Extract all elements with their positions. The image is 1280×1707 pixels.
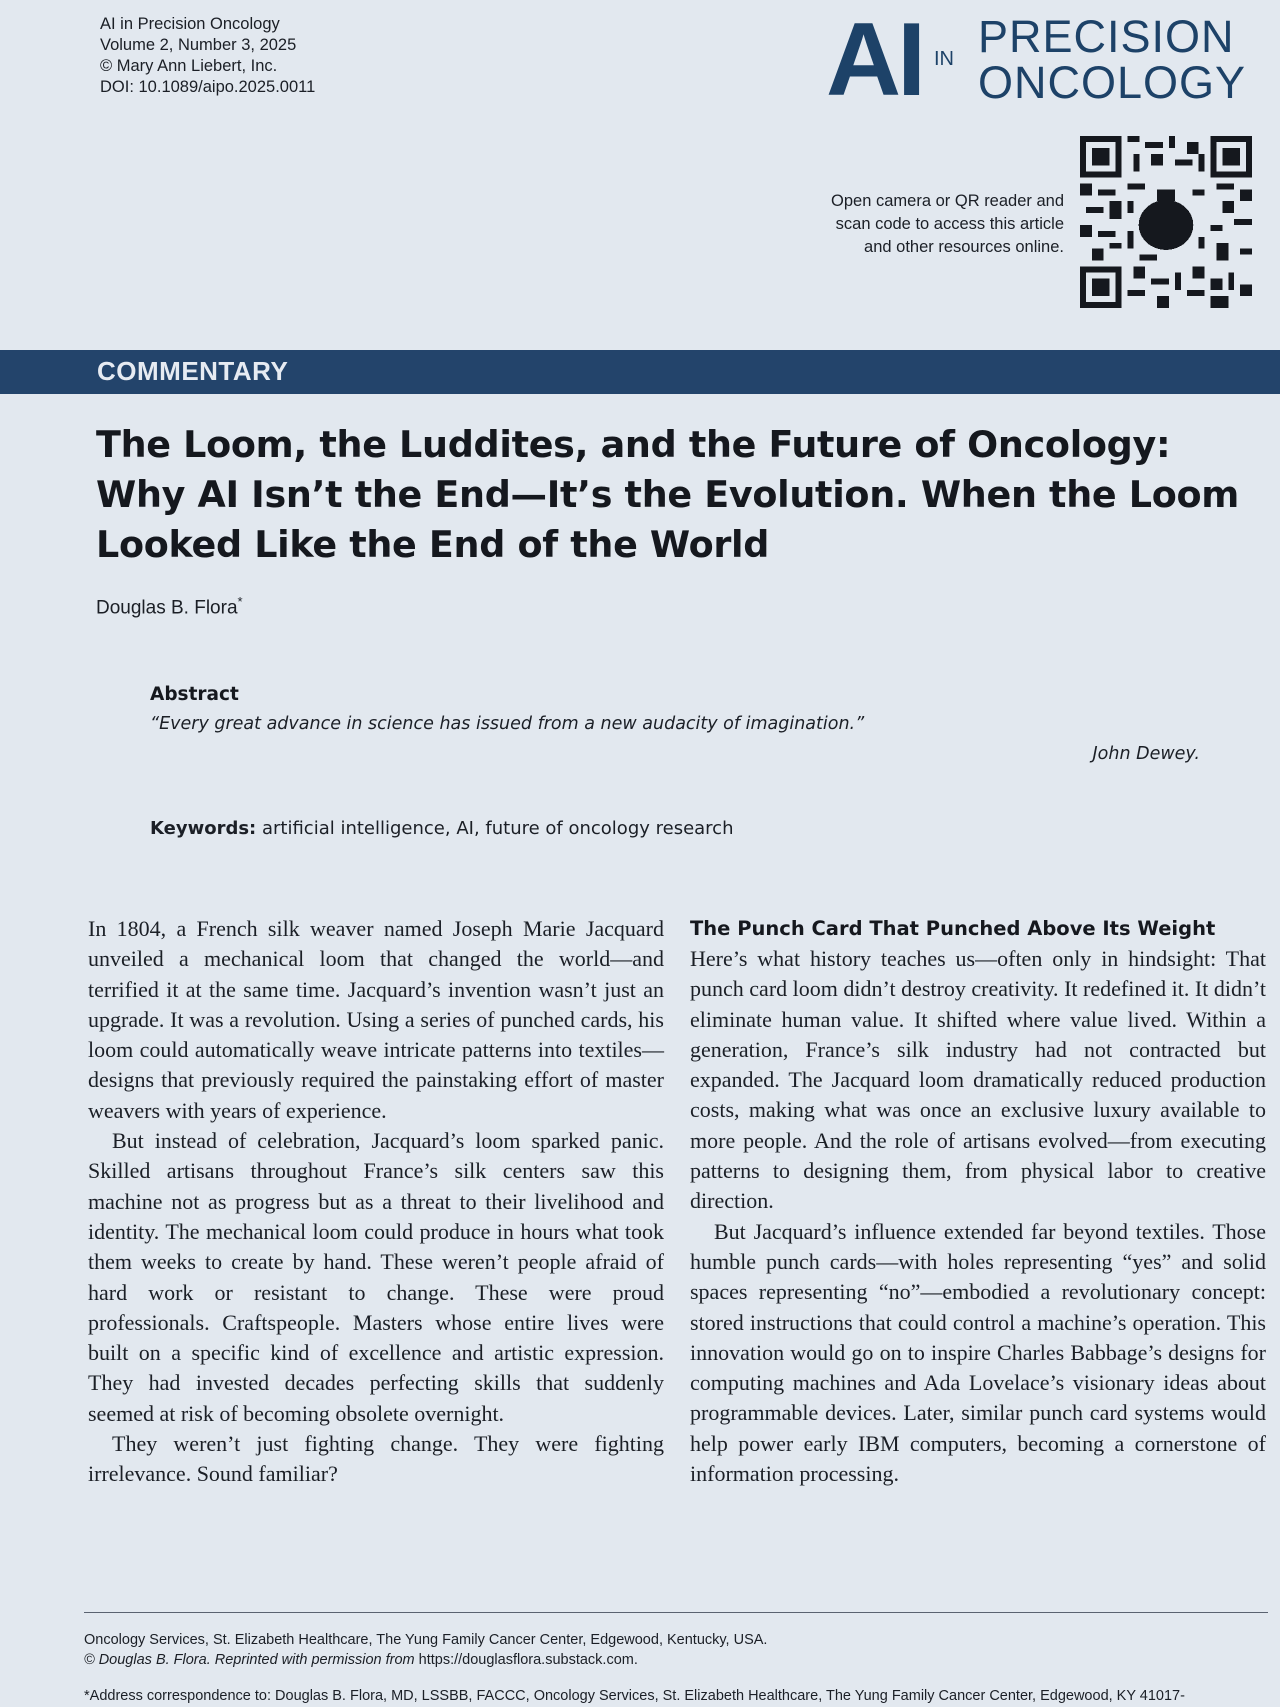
logo-in: IN <box>934 48 954 70</box>
doi: DOI: 10.1089/aipo.2025.0011 <box>100 78 316 96</box>
affiliation: Oncology Services, St. Elizabeth Healthcare, The Yung Family Cancer Center, Edgewood, Kentucky, USA. <box>84 1632 768 1648</box>
article-title <box>96 420 1246 570</box>
logo-ai: AI <box>826 2 922 118</box>
journal-name: AI in Precision Oncology <box>100 15 280 33</box>
reprint-note <box>84 1650 638 1670</box>
keywords-label: Keywords: <box>150 818 257 839</box>
copyright: © Mary Ann Liebert, Inc. <box>100 57 278 75</box>
body-right-column <box>690 914 1266 1489</box>
qr-line-2: scan code to access this article <box>835 215 1064 233</box>
body-paragraph: They weren’t just fighting change. They were fighting irrelevance. Sound familiar? <box>88 1431 664 1487</box>
section-label: COMMENTARY <box>97 356 289 386</box>
qr-line-1: Open camera or QR reader and <box>831 192 1064 210</box>
title-line-3: Looked Like the End of the World <box>96 523 770 566</box>
correspondence: *Address correspondence to: Douglas B. Flora, MD, LSSBB, FACCC, Oncology Services, St. Elizabeth Healthcare, The Yung Family Cancer Center, Edgewood, KY 41017- <box>84 1688 1185 1704</box>
footer-divider <box>84 1612 1268 1613</box>
body-paragraph: But Jacquard’s influence extended far beyond textiles. Those humble punch cards—with holes representing “yes” and solid spaces representing “no”—embodied a revolutionary concept: stored instructions that could control a machine’s operation. This innovation would go on to inspire Charles Babbage’s designs for computing machines and Ada Lovelace’s visionary ideas about programmable devices. Later, similar punch card systems would help power early IBM computers, becoming a cornerstone of information processing. <box>690 1218 1266 1487</box>
quote-attribution: John Dewey. <box>1092 744 1200 764</box>
section-heading: The Punch Card That Punched Above Its Weight <box>690 917 1216 940</box>
logo-precision: PRECISION <box>978 11 1235 62</box>
body-paragraph: But instead of celebration, Jacquard’s loom sparked panic. Skilled artisans throughout France’s silk centers saw this machine not as progress but as a threat to their livelihood and identity. The mechanical loom could produce in hours what took them weeks to create by hand. These weren’t people afraid of hard work or resistant to change. These were proud professionals. Craftspeople. Masters whose entire lives were built on a specific kind of excellence and artistic expression. They had invested decades perfecting skills that suddenly seemed at risk of becoming obsolete overnight. <box>88 1128 664 1426</box>
abstract-quote: “Every great advance in science has issued from a new audacity of imagination.” <box>150 714 865 734</box>
body-paragraph: In 1804, a French silk weaver named Joseph Marie Jacquard unveiled a mechanical loom that changed the world—and terrified it at the same time. Jacquard’s invention wasn’t just an upgrade. It was a revolution. Using a series of punched cards, his loom could automatically weave intricate patterns into textiles—designs that previously required the painstaking effort of master weavers with years of experience. <box>88 916 664 1123</box>
qr-instructions <box>744 190 1064 259</box>
body-paragraph: Here’s what history teaches us—often only in hindsight: That punch card loom didn’t destroy creativity. It redefined it. It didn’t eliminate human value. It shifted where value lived. Within a generation, France’s silk industry had not contracted but expanded. The Jacquard loom dramatically reduced production costs, making what was once an exclusive luxury available to more people. And the role of artisans evolved—from executing patterns to designing them, from physical labor to creative direction. <box>690 946 1266 1214</box>
volume-info: Volume 2, Number 3, 2025 <box>100 36 297 54</box>
author-name: Douglas B. Flora <box>96 597 238 619</box>
section-banner <box>0 350 1280 394</box>
reprint-link[interactable]: https://douglasflora.substack.com. <box>418 1652 638 1668</box>
qr-code-icon[interactable] <box>1080 136 1252 308</box>
body-left-column <box>88 914 664 1490</box>
reprint-text: © Douglas B. Flora. Reprinted with permission from <box>84 1652 415 1668</box>
journal-metadata <box>100 14 315 98</box>
journal-logo <box>826 2 1266 118</box>
logo-oncology: ONCOLOGY <box>978 57 1247 108</box>
title-line-1: The Loom, the Luddites, and the Future of Oncology: <box>96 423 1171 466</box>
keywords <box>150 818 734 839</box>
title-line-2: Why AI Isn’t the End—It’s the Evolution. When the Loom <box>96 473 1239 516</box>
keywords-value: artificial intelligence, AI, future of oncology research <box>261 818 734 839</box>
author-mark: * <box>237 594 243 609</box>
author-byline <box>96 594 243 619</box>
abstract-heading: Abstract <box>150 684 239 705</box>
qr-line-3: and other resources online. <box>864 238 1064 256</box>
